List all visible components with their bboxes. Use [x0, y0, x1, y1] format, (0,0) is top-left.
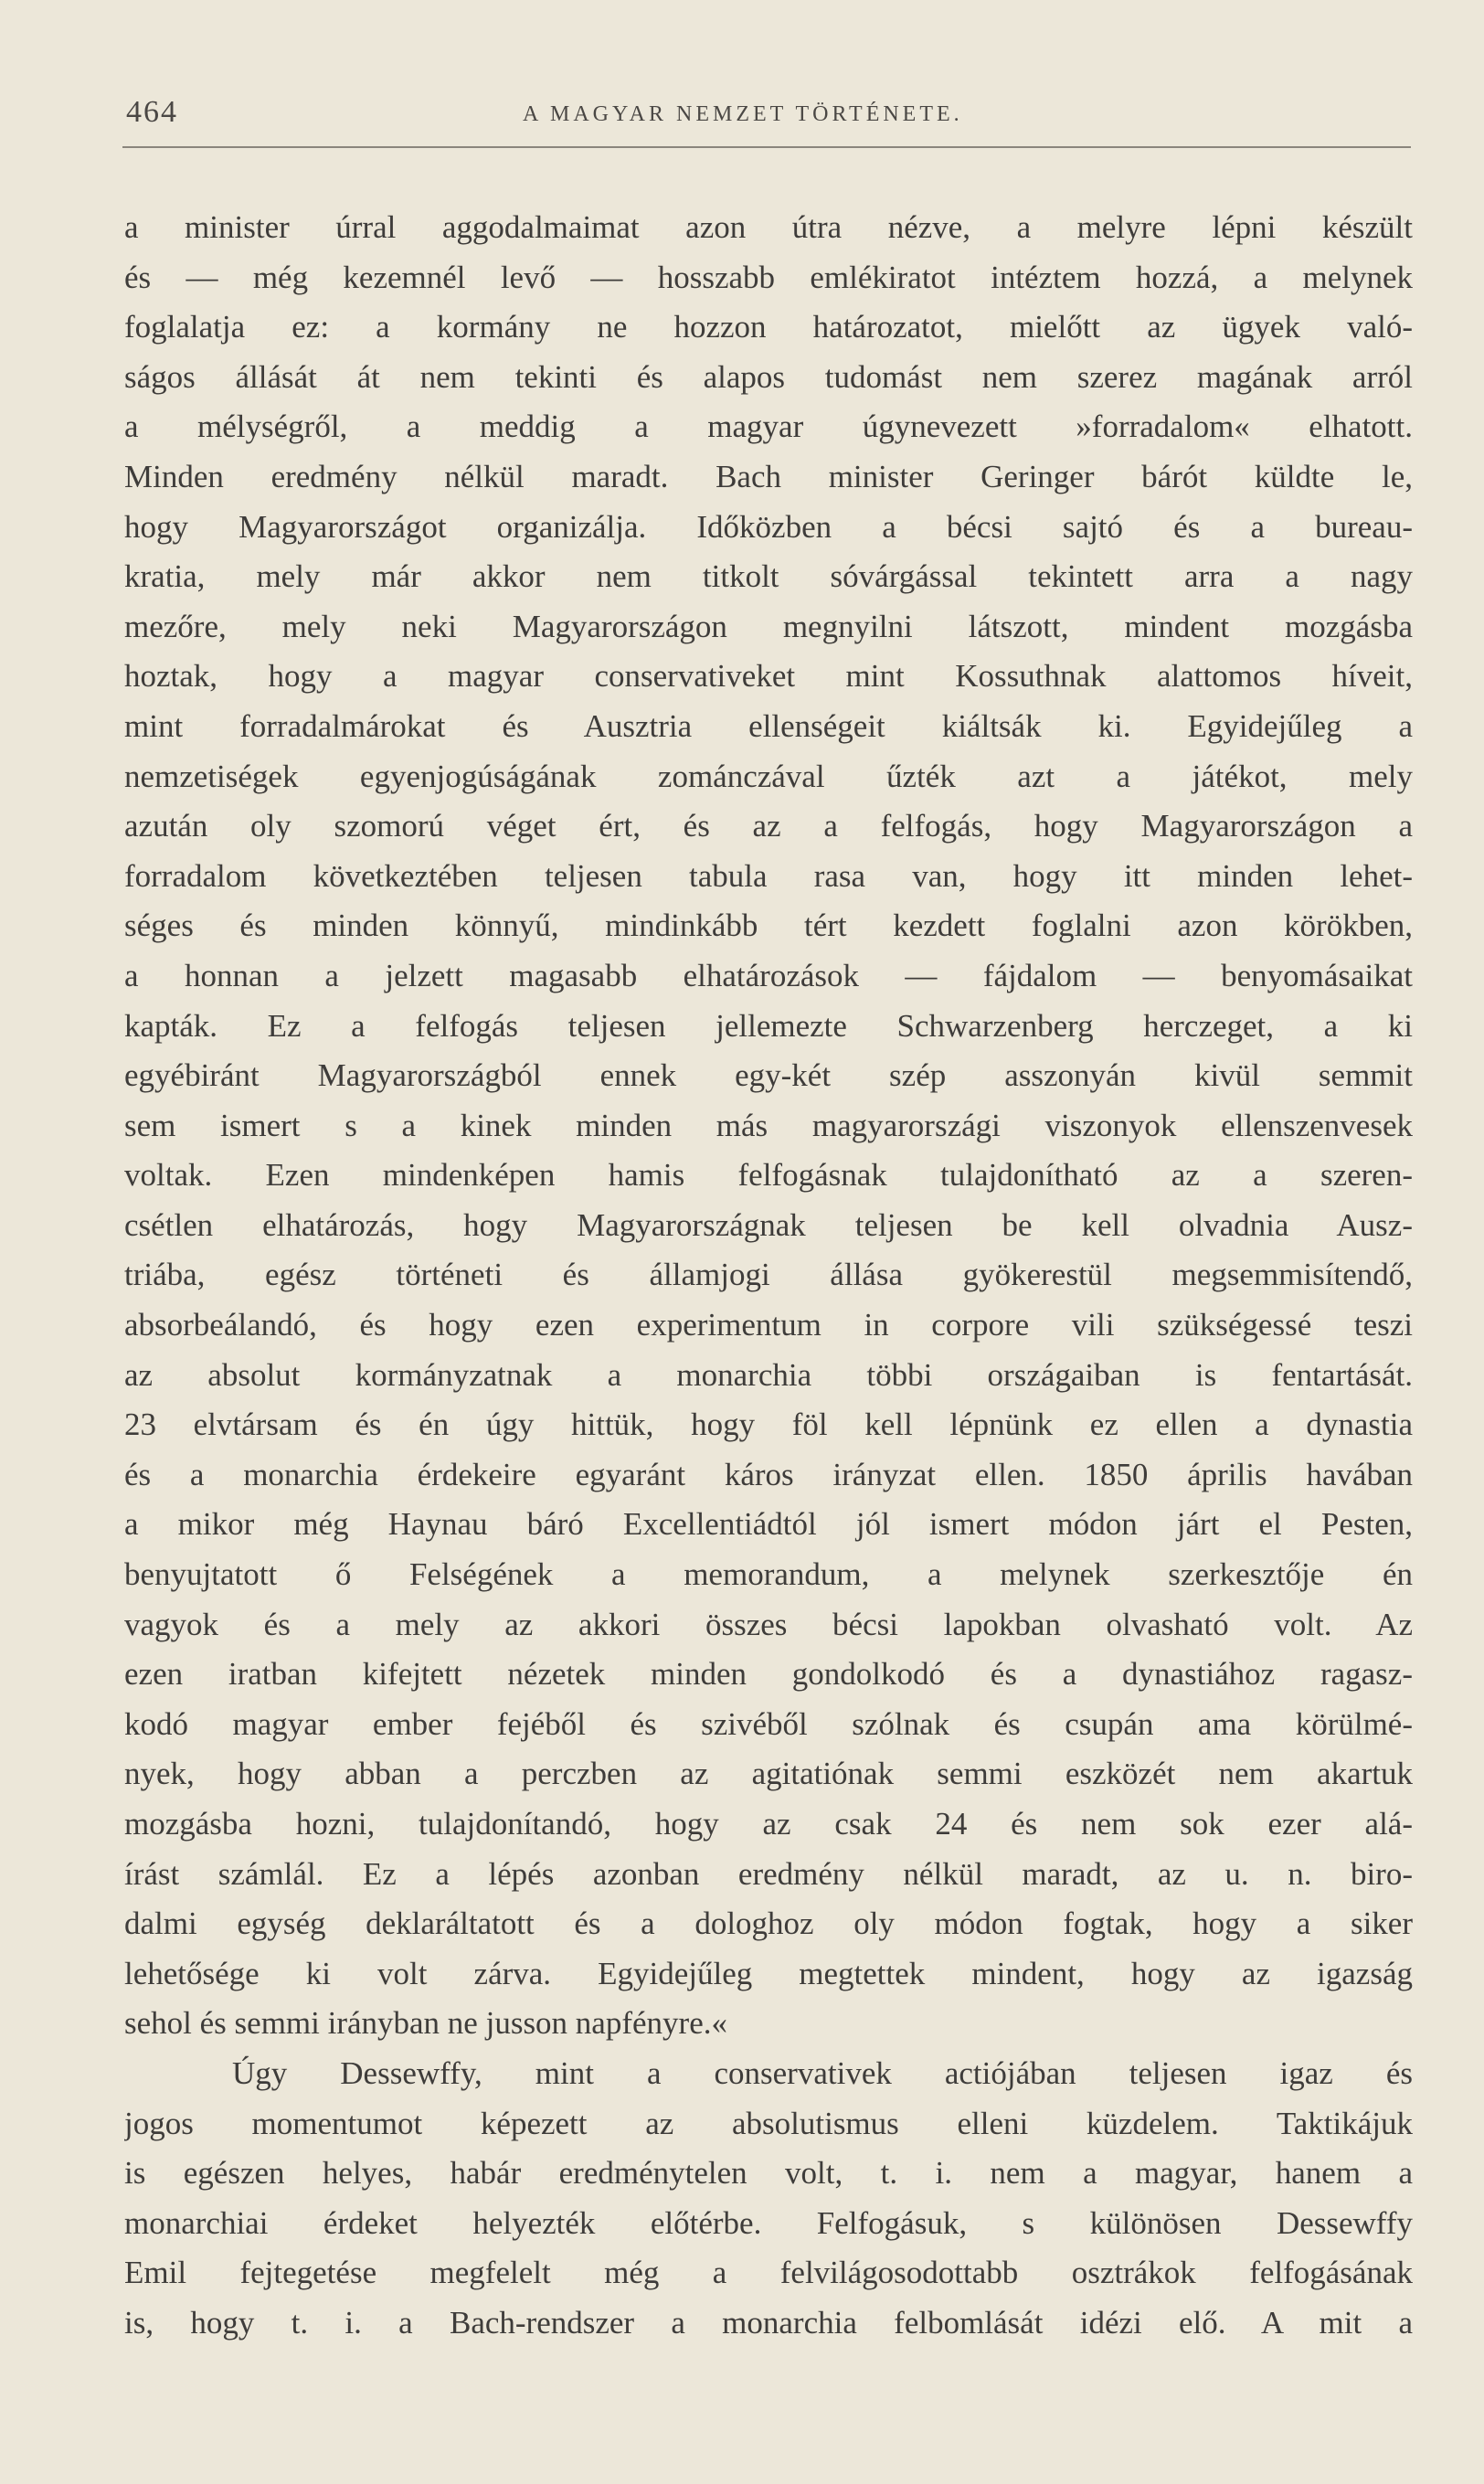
text-line: monarchiai érdeket helyezték előtérbe. Felfogásuk, s különösen Dessewffy — [124, 2204, 1413, 2241]
text-line: vagyok és a mely az akkori összes bécsi lapokban olvasható volt. Az — [124, 1606, 1413, 1642]
text-line: a minister úrral aggodalmaimat azon útra nézve, a melyre lépni készült — [124, 209, 1413, 245]
text-line: foglalatja ez: a kormány ne hozzon határozatot, mielőtt az ügyek való- — [124, 309, 1413, 345]
text-line: az absolut kormányzatnak a monarchia többi országaiban is fentartását. — [124, 1356, 1413, 1393]
text-line: kapták. Ez a felfogás teljesen jellemezte Schwarzenberg herczeget, a ki — [124, 1007, 1413, 1044]
text-line: 23 elvtársam és én úgy hittük, hogy föl kell lépnünk ez ellen a dynastia — [124, 1407, 1413, 1443]
text-line: Emil fejtegetése megfelelt még a felvilágosodottabb osztrákok felfogásának — [124, 2255, 1413, 2291]
text-line: ságos állását át nem tekinti és alapos tudomást nem szerez magának arról — [124, 358, 1413, 395]
text-line: hoztak, hogy a magyar conservativeket mint Kossuthnak alattomos híveit, — [124, 658, 1413, 695]
text-line: lehetősége ki volt zárva. Egyidejűleg megtettek mindent, hogy az igazság — [124, 1955, 1413, 1991]
text-line: mezőre, mely neki Magyarországon megnyilni látszott, mindent mozgásba — [124, 608, 1413, 644]
text-line: forradalom következtében teljesen tabula rasa van, hogy itt minden lehet- — [124, 857, 1413, 894]
text-line: dalmi egység deklaráltatott és a dologhoz oly módon fogtak, hogy a siker — [124, 1905, 1413, 1942]
text-line: jogos momentumot képezett az absolutismus elleni küzdelem. Taktikájuk — [124, 2105, 1413, 2141]
body-text — [124, 203, 1413, 2349]
page-header — [122, 91, 1411, 148]
text-line: kratia, mely már akkor nem titkolt sóvárgással tekintett arra a nagy — [124, 558, 1413, 595]
text-line: a honnan a jelzett magasabb elhatározások — fájdalom — benyomásaikat — [124, 957, 1413, 993]
text-line: benyujtatott ő Felségének a memorandum, a melynek szerkesztője én — [124, 1556, 1413, 1593]
text-line: a mélységről, a meddig a magyar úgynevezett »forradalom« elhatott. — [124, 409, 1413, 445]
text-line: nemzetiségek egyenjogúságának zománczával űzték azt a játékot, mely — [124, 758, 1413, 794]
text-line: séges és minden könnyű, mindinkább tért kezdett foglalni azon körökben, — [124, 908, 1413, 944]
text-line: csétlen elhatározás, hogy Magyarországnak teljesen be kell olvadnia Ausz- — [124, 1206, 1413, 1243]
text-line: ezen iratban kifejtett nézetek minden gondolkodó és a dynastiához ragasz- — [124, 1656, 1413, 1693]
text-line: nyek, hogy abban a perczben az agitatiónak semmi eszközét nem akartuk — [124, 1756, 1413, 1792]
page-number: 464 — [126, 95, 178, 129]
text-line: mint forradalmárokat és Ausztria ellenségeit kiáltsák ki. Egyidejűleg a — [124, 707, 1413, 744]
text-line: kodó magyar ember fejéből és szivéből szólnak és csupán ama körülmé- — [124, 1705, 1413, 1742]
paragraph-end-line: sehol és semmi irányban ne jusson napfényre.« — [124, 2005, 727, 2042]
text-line: triába, egész történeti és államjogi állása gyökerestül megsemmisítendő, — [124, 1257, 1413, 1293]
text-line: és — még kezemnél levő — hosszabb emlékiratot intéztem hozzá, a melynek — [124, 259, 1413, 295]
text-line: Minden eredmény nélkül maradt. Bach minister Geringer bárót küldte le, — [124, 458, 1413, 494]
text-line: voltak. Ezen mindenképen hamis felfogásnak tulajdonítható az a szeren- — [124, 1157, 1413, 1194]
text-line: absorbeálandó, és hogy ezen experimentum in corpore vili szükségessé teszi — [124, 1307, 1413, 1343]
text-line: mozgásba hozni, tulajdonítandó, hogy az csak 24 és nem sok ezer alá- — [124, 1806, 1413, 1842]
text-line: sem ismert s a kinek minden más magyarországi viszonyok ellenszenvesek — [124, 1107, 1413, 1143]
text-line: azután oly szomorú véget ért, és az a felfogás, hogy Magyarországon a — [124, 808, 1413, 844]
paragraph-start-line: Úgy Dessewffy, mint a conservativek actiójában teljesen igaz és — [232, 2054, 1413, 2091]
text-line: a mikor még Haynau báró Excellentiádtól jól ismert módon járt el Pesten, — [124, 1506, 1413, 1543]
text-line: és a monarchia érdekeire egyaránt káros irányzat ellen. 1850 április havában — [124, 1456, 1413, 1492]
running-title: A MAGYAR NEMZET TÖRTÉNETE. — [523, 102, 963, 126]
text-line: írást számlál. Ez a lépés azonban eredmény nélkül maradt, az u. n. biro- — [124, 1855, 1413, 1892]
text-line: hogy Magyarországot organizálja. Időközben a bécsi sajtó és a bureau- — [124, 508, 1413, 545]
text-line: is, hogy t. i. a Bach-rendszer a monarchia felbomlását idézi elő. A mit a — [124, 2304, 1413, 2341]
text-line: egyébiránt Magyarországból ennek egy-két szép asszonyán kivül semmit — [124, 1057, 1413, 1094]
text-line: is egészen helyes, habár eredménytelen volt, t. i. nem a magyar, hanem a — [124, 2155, 1413, 2192]
